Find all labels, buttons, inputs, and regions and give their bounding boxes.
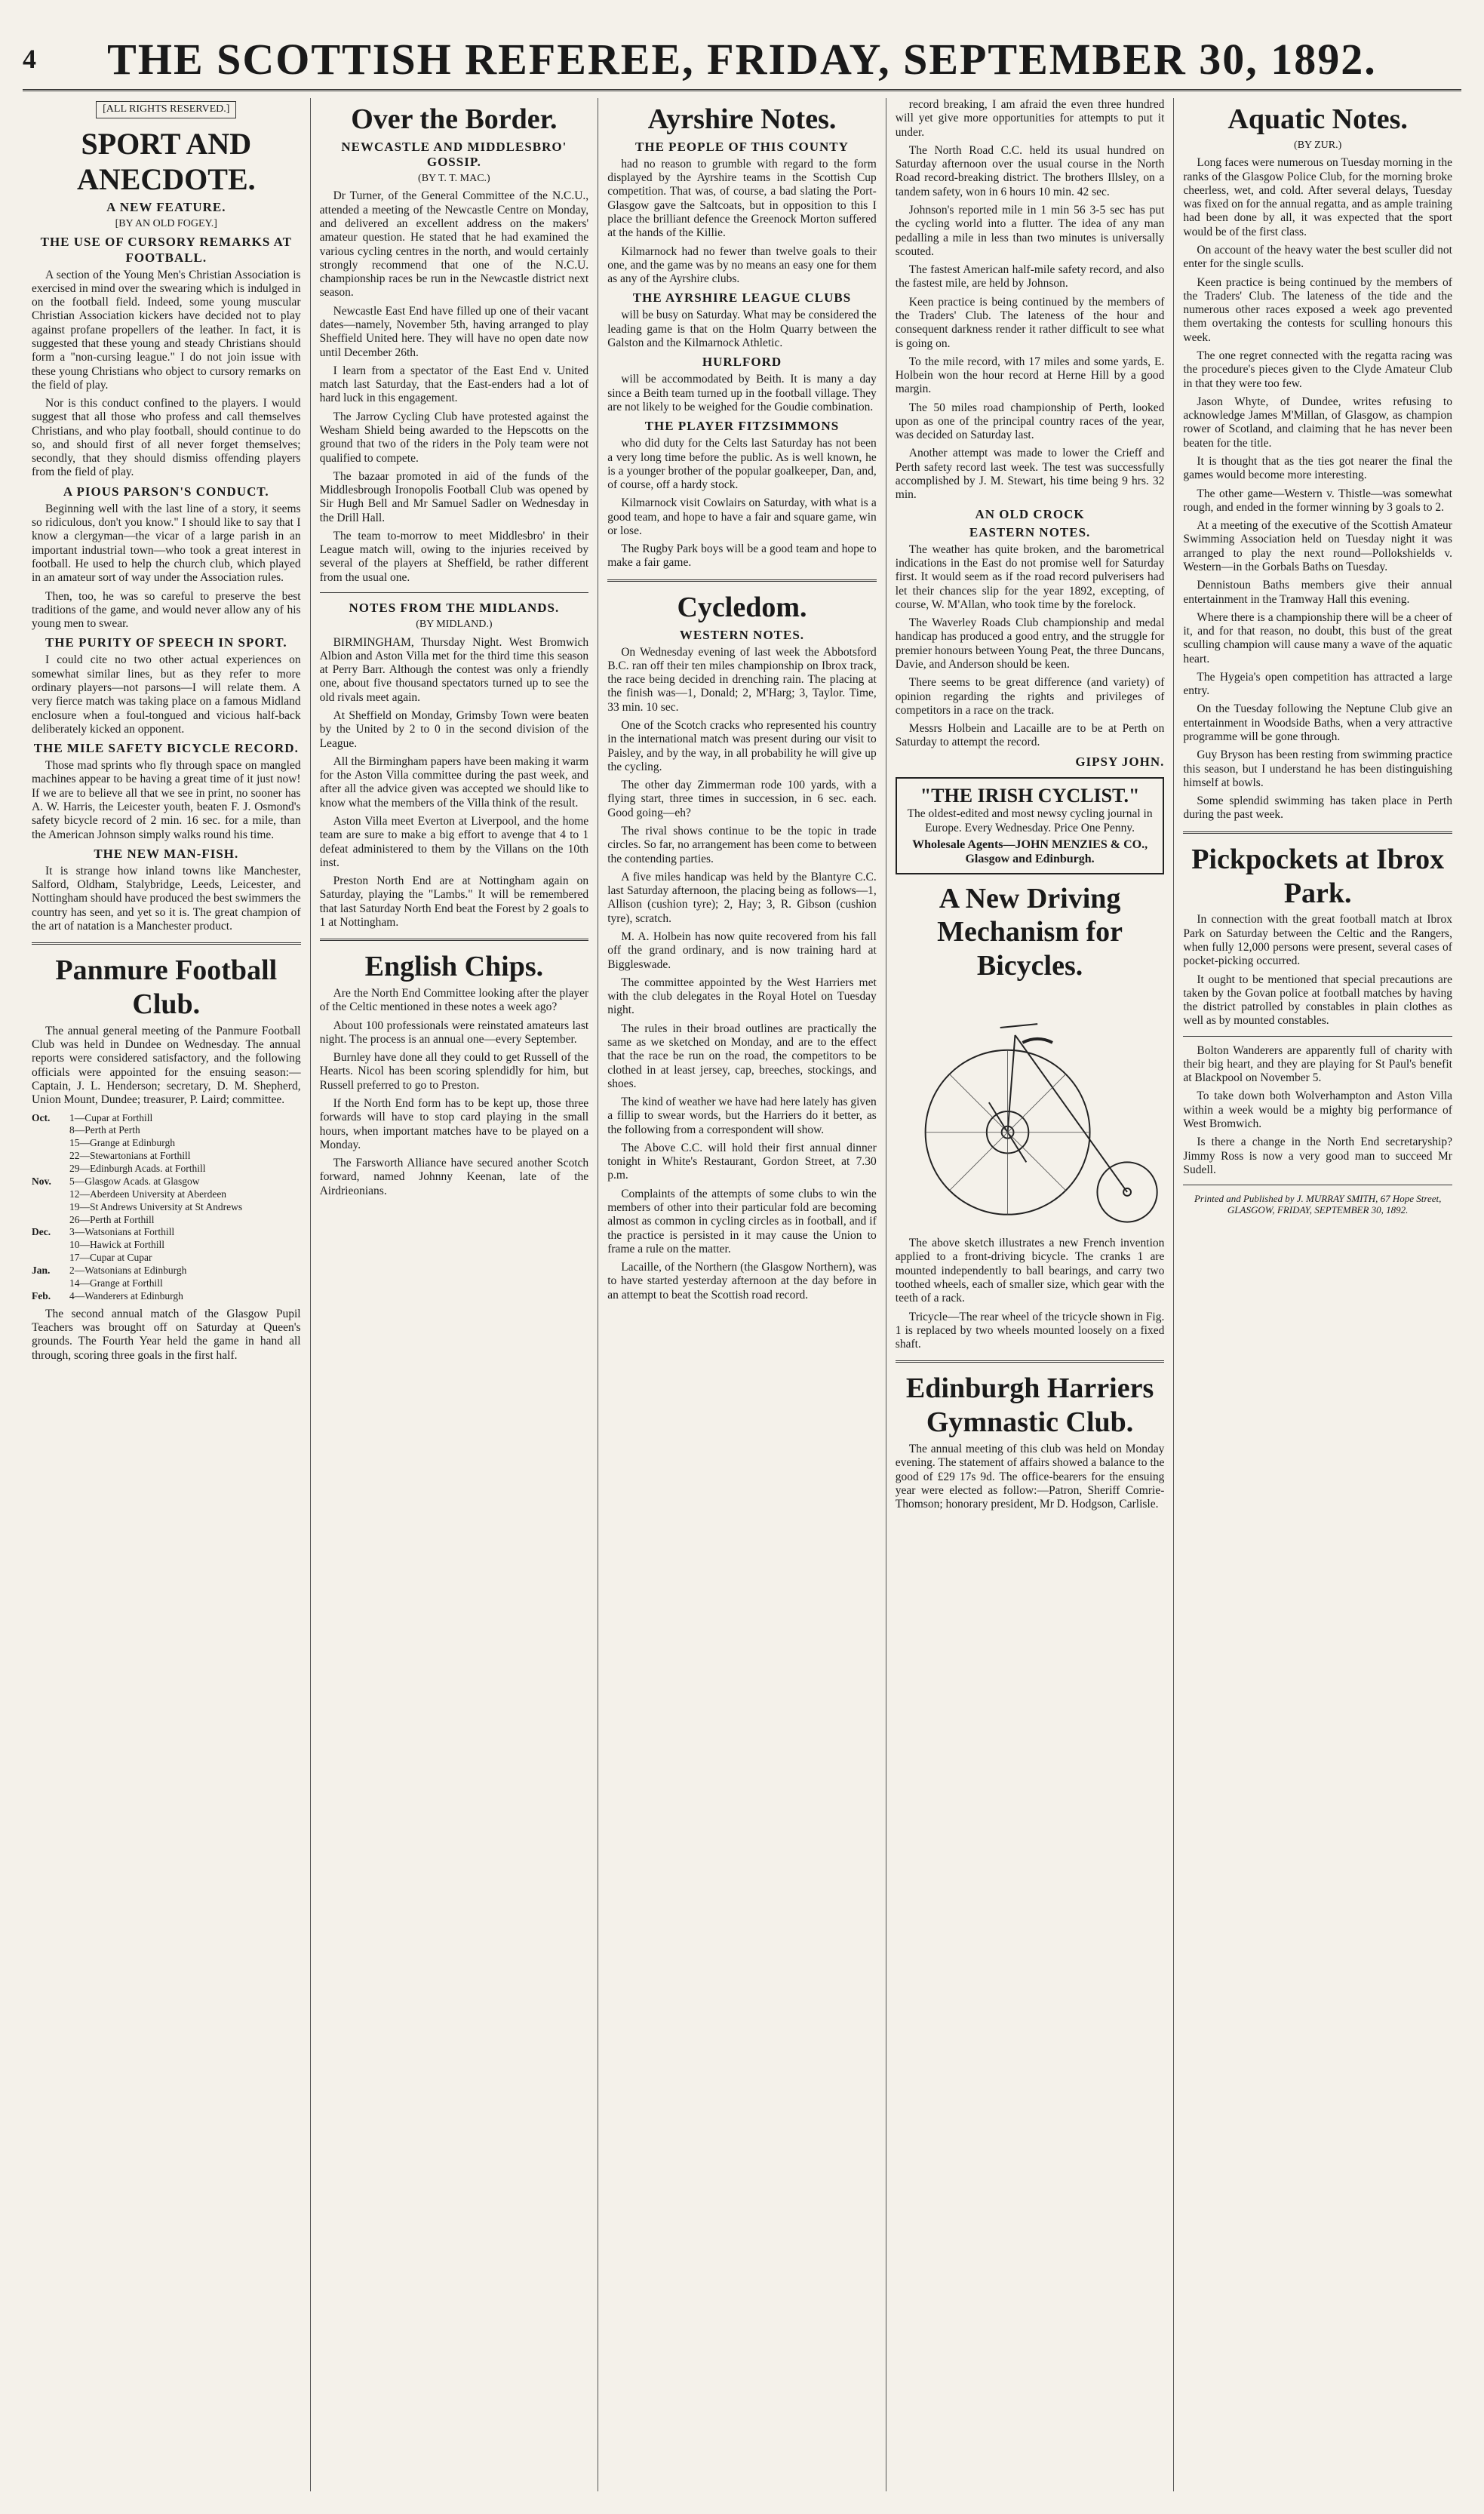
section-heading: THE PEOPLE OF THIS COUNTY [635, 139, 849, 154]
fixture-text: 5—Glasgow Acads. at Glasgow [69, 1175, 200, 1187]
fixture-text: 29—Edinburgh Acads. at Forthill [69, 1163, 206, 1175]
paragraph: To take down both Wolverhampton and Aston Villa within a week would be a mighty big performance of West Bromwich. [1183, 1090, 1452, 1131]
paragraph: Tricycle—The rear wheel of the tricycle shown in Fig. 1 is replaced by two wheels mounted loosely on a fixed shaft. [895, 1310, 1165, 1351]
paragraph: The North Road C.C. held its usual hundred on Saturday afternoon over the usual course in the North Road record-breaking district. The brothers Illsley, on a tandem safety, won in 6 hours 10 min. 42 sec. [895, 143, 1165, 198]
fixture-row [32, 1265, 301, 1277]
paragraph: The rival shows continue to be the topic in trade circles. So far, no arrangement has been come to between the contending parties. [607, 825, 877, 865]
section-heading: THE MILE SAFETY BICYCLE RECORD. [33, 741, 299, 756]
fixture-month: Oct. [32, 1111, 51, 1123]
paragraph: In connection with the great football match at Ibrox Park on Saturday between the Celtic and the Rangers, when fully 12,000 persons were present, several cases of pocket-picking occurred. [1183, 913, 1452, 968]
fixture-month [32, 1163, 69, 1176]
paragraph: Long faces were numerous on Tuesday morning in the ranks of the Glasgow Police Club, for the morning broke cheerless, wet, and cold. After several delays, Tuesday was fixed on for the annual regatta, and as ample training had been done by all, it was expected that the sport would be of the first class. [1183, 156, 1452, 238]
article-title-sport-anecdote: SPORT AND ANECDOTE. [76, 126, 256, 196]
rear-wheel [1097, 1162, 1157, 1222]
paragraph: On account of the heavy water the best sculler did not enter for the single sculls. [1183, 244, 1452, 271]
paragraph: Some splendid swimming has taken place in Perth during the past week. [1183, 794, 1452, 822]
article-title-pickpockets: Pickpockets at Ibrox Park. [1191, 843, 1445, 909]
advertisement-irish-cyclist [896, 777, 1165, 874]
section-heading: THE USE OF CURSORY REMARKS AT FOOTBALL. [40, 235, 292, 265]
fixture-row [32, 1137, 301, 1150]
paragraph: Messrs Holbein and Lacaille are to be at Perth on Saturday to attempt the record. [895, 722, 1165, 749]
paragraph: Is there a change in the North End secretaryship? Jimmy Ross is now a very good man to succeed Mr Sudell. [1183, 1136, 1452, 1176]
fixture-row [32, 1112, 301, 1125]
column-4 [886, 98, 1175, 2491]
section-heading: A PIOUS PARSON'S CONDUCT. [63, 484, 269, 499]
fixture-text: 15—Grange at Edinburgh [69, 1137, 175, 1149]
section-heading: THE NEW MAN-FISH. [94, 846, 239, 861]
fixture-text: 3—Watsonians at Forthill [69, 1226, 175, 1238]
paragraph: At Sheffield on Monday, Grimsby Town were beaten by the United by 2 to 0 in the second division of the League. [319, 709, 589, 750]
divider [607, 579, 877, 582]
section-heading: HURLFORD [702, 355, 782, 370]
section-heading: WESTERN NOTES. [679, 627, 805, 642]
fixture-month: Dec. [32, 1226, 51, 1238]
paragraph: Beginning well with the last line of a story, it seems so ridiculous, don't you know." I should like to say that I know a clergyman—the vicar of a large parish in an important industrial town—who took a great interest in football. He used to help the church club, which played in an amateur sort of way under the Association rules. [32, 502, 301, 585]
paragraph: To the mile record, with 17 miles and some yards, E. Holbein won the hour record at Herne Hill by a good margin. [895, 355, 1165, 396]
rights-notice: [ALL RIGHTS RESERVED.] [96, 101, 236, 118]
paragraph: record breaking, I am afraid the even three hundred will yet give more opportunities for attempts to put it under. [895, 98, 1165, 139]
byline: (BY ZUR.) [1294, 139, 1342, 151]
paragraph: had no reason to grumble with regard to the form displayed by the Ayrshire teams in the Scottish Cup competition. That was, of course, a bad slating the Port-Glasgow gave the Saltcoats, but in opposition to this I place the brilliant defence the Greenock Morton suffered at the hands of the Killie. [607, 157, 877, 240]
paragraph: Kilmarnock had no fewer than twelve goals to their one, and the game was by no means an easy one for them as any of the Ayrshire clubs. [607, 244, 877, 286]
masthead [23, 29, 1461, 91]
fixture-text: 12—Aberdeen University at Aberdeen [69, 1188, 227, 1200]
fixture-month: Jan. [32, 1265, 51, 1277]
fixture-row [32, 1252, 301, 1265]
fixture-text: 26—Perth at Forthill [69, 1213, 155, 1225]
paragraph: Where there is a championship there will be a cheer of it, and for that reason, no doubt, this bust of the great sculling champion will cause many a wave of the aquatic heart. [1183, 610, 1452, 665]
paragraph: The bazaar promoted in aid of the funds of the Middlesbrough Ironopolis Football Club was opened by Sir Hugh Bell and Mr Samuel Sadler on Wednesday in the Drill Hall. [319, 469, 589, 524]
section-heading: EASTERN NOTES. [969, 524, 1091, 539]
section-heading: THE AYRSHIRE LEAGUE CLUBS [632, 290, 852, 306]
paragraph: Dr Turner, of the General Committee of the N.C.U., attended a meeting of the Newcastle Centre on Monday, and delivered an excellent address on the makers' amateur question. He stated that he had examined the various cycling centres in the north, and would certainly strongly recommend that one of the N.C.U. championship races be run in the Newcastle district next season. [319, 189, 589, 300]
article-title-panmure: Panmure Football Club. [55, 954, 278, 1021]
paragraph: One of the Scotch cracks who represented his country in the international match was present during our visit to Paisley, and by the way, in all probability he will give up the cycling. [607, 719, 877, 773]
paragraph: M. A. Holbein has now quite recovered from his fall off the grand ordinary, and is now training hard at Biggleswade. [607, 930, 877, 971]
fixture-row [32, 1163, 301, 1176]
fixture-text: 17—Cupar at Cupar [69, 1252, 152, 1264]
ad-agent: Wholesale Agents—JOHN MENZIES & CO., Glasgow and Edinburgh. [912, 837, 1148, 865]
byline: (BY MIDLAND.) [416, 619, 493, 631]
divider [896, 1360, 1165, 1363]
fixture-text: 2—Watsonians at Edinburgh [69, 1265, 187, 1277]
paragraph: Are the North End Committee looking after the player of the Celtic mentioned in these notes a week ago? [319, 987, 589, 1014]
article-title-aquatic: Aquatic Notes. [1227, 103, 1408, 135]
paragraph: The Rugby Park boys will be a good team and hope to make a fair game. [607, 542, 877, 570]
column-5 [1174, 98, 1461, 2491]
fixture-row [32, 1176, 301, 1188]
paragraph: Johnson's reported mile in 1 min 56 3-5 sec has put the cycling world into a flutter. The idea of any man pedalling a mile in less than two minutes is universally scouted. [895, 203, 1165, 258]
fixture-text: 8—Perth at Perth [69, 1124, 140, 1136]
paragraph: will be accommodated by Beith. It is many a day since a Beith team turned up in the football village. They are not likely to be weighed for the Goudie combination. [607, 373, 877, 413]
article-title-over-border: Over the Border. [351, 103, 558, 135]
paragraph: Those mad sprints who fly through space on mangled machines appear to be having a great time of it just now! If we are to believe all that we see in print, no sooner has A. W. Harris, the Leicester youth, beaten F. J. Osmond's safety bicycle record of 2 min. 16 sec. for a mile, than the American Johnson simply walks round his time. [32, 759, 301, 841]
paragraph: A five miles handicap was held by the Blantyre C.C. last Saturday afternoon, the placing being as follows—1, Allison (cushion tyre); 2, Hay; 3, R. Gibson (cushion tyre), scratch. [607, 870, 877, 925]
byline: (BY T. T. MAC.) [418, 172, 490, 184]
paragraph: On Wednesday evening of last week the Abbotsford B.C. ran off their ten miles championship on Ibrox track, the race being decided in drenching rain. The placing at the finish was—1, Donald; 2, M'Harg; 3, Taylor. Time, 33 min. 10 sec. [607, 645, 877, 714]
paragraph: The second annual match of the Glasgow Pupil Teachers was brought off on Saturday at Queen's grounds. The Fourth Year held the game in hand all through, scoring three goals in the first half. [32, 1307, 301, 1362]
fixture-text: 19—St Andrews University at St Andrews [69, 1200, 243, 1212]
columns [23, 98, 1461, 2491]
paragraph: The rules in their broad outlines are practically the same as we sketched on Monday, and are to the effect that the race be run on the road, the competitors to be clothed in at least jersey, cap, breeches, stockings, and shoes. [607, 1022, 877, 1090]
newspaper-title: THE SCOTTISH REFEREE, FRIDAY, SEPTEMBER 30, 1892. [107, 34, 1377, 84]
fixture-month [32, 1252, 69, 1265]
divider [1183, 1036, 1452, 1037]
divider [32, 942, 301, 945]
paragraph: The annual general meeting of the Panmure Football Club was held in Dundee on Wednesday. The annual reports were considered satisfactory, and the following officials were appointed for the ensuing season:—Captain, J. L. Henderson; secretary, D. M. Shepherd, Union Mount, Dundee; treasurer, P. Laird; committee. [32, 1024, 301, 1107]
fixture-row [32, 1277, 301, 1290]
fixture-month [32, 1188, 69, 1201]
paragraph: The kind of weather we have had here lately has given a fillip to swear words, but the Harriers do it better, as the following from a correspondent will show. [607, 1096, 877, 1136]
paragraph: The Waverley Roads Club championship and medal handicap has produced a good entry, and the struggle for premier honours between Young Peat, the three Duncans, Davie, and Anderson should be keen. [895, 616, 1165, 671]
paragraph: Aston Villa meet Everton at Liverpool, and the home team are sure to make a big effort to avenge that 4 to 1 defeat administered to them by the Villans on the 10th inst. [319, 814, 589, 869]
divider [320, 592, 589, 593]
paragraph: The annual meeting of this club was held on Monday evening. The statement of affairs showed a balance to the good of £29 17s 9d. The office-bearers for the ensuing year were elected as follow:—Patron, Sheriff Comrie-Thomson; honorary president, Mr D. Hodgson, Carlisle. [895, 1443, 1165, 1511]
fixture-text: 4—Wanderers at Edinburgh [69, 1289, 183, 1302]
paragraph: Lacaille, of the Northern (the Glasgow Northern), was to have started yesterday afternoon at the day before in an attempt to beat the Scottish road record. [607, 1261, 877, 1302]
paragraph: Keen practice is being continued by the members of the Traders' Club. The lateness of the hour and consequent darkness render it rather difficult to see what is going on. [895, 295, 1165, 350]
fixture-row [32, 1124, 301, 1137]
ad-text: The oldest-edited and most newsy cycling journal in Europe. Every Wednesday. Price One Penny. [907, 807, 1153, 834]
paragraph: About 100 professionals were reinstated amateurs last night. The process is an annual one—every September. [319, 1019, 589, 1046]
paragraph: All the Birmingham papers have been making it warm for the Aston Villa committee during the past week, and after all the advice given was accepted we should like to know what the members of the Villa think of the result. [319, 755, 589, 810]
paragraph: The above sketch illustrates a new French invention applied to a front-driving bicycle. The cranks 1 are mounted independently to ball bearings, and carry two toothed wheels, each of smaller size, which gear with the teeth of a rack. [895, 1237, 1165, 1305]
printer-imprint: Printed and Published by J. MURRAY SMITH, 67 Hope Street, GLASGOW, FRIDAY, SEPTEMBER 30, 1892. [1194, 1193, 1442, 1216]
article-title-english-chips: English Chips. [364, 951, 544, 983]
paragraph: The Above C.C. will hold their first annual dinner tonight in White's Restaurant, Gordon Street, at 7.30 p.m. [607, 1141, 877, 1182]
paragraph: The team to-morrow to meet Middlesbro' in their League match will, owing to the injuries received by several of the players at Sheffield, be rather different from the usual one. [319, 529, 589, 584]
paragraph: I could cite no two other actual experiences on somewhat similar lines, but as they refer to more ordinary players—not parsons—I will relate them. A very fierce match was taking place on a famous Midland enclosure when a foul-tongued and vicious half-back deliberately kicked an opponent. [32, 653, 301, 736]
fixture-month [32, 1124, 69, 1137]
paragraph: I learn from a spectator of the East End v. United match last Saturday, that the East-enders had a lot of hard luck in this engagement. [319, 364, 589, 405]
fixture-month [32, 1137, 69, 1150]
fixture-row [32, 1150, 301, 1163]
paragraph: The weather has quite broken, and the barometrical indications in the East do not promise well for Saturday first. It would seem as if the road record pulverisers had let their chances slip for the year 1892, excepting, of course, W. M'Allan, who took time by the forelock. [895, 542, 1165, 611]
paragraph: The fastest American half-mile safety record, and also the fastest mile, are held by Johnson. [895, 263, 1165, 290]
fixture-row [32, 1239, 301, 1252]
column-3 [598, 98, 886, 2491]
paragraph: Burnley have done all they could to get Russell of the Hearts. Nicol has been scoring splendidly for him, but Russell preferred to go to Preston. [319, 1051, 589, 1092]
paragraph: will be busy on Saturday. What may be considered the leading game is that on the Holm Quarry between the Galston and the Kilmarnock Athletic. [607, 309, 877, 350]
paragraph: BIRMINGHAM, Thursday Night. West Bromwich Albion and Aston Villa met for the third time this season at Perry Barr. Although the contest was only a friendly one, about five thousand spectators turned up to see the old rivals meet again. [319, 635, 589, 704]
ad-title: "THE IRISH CYCLIST." [920, 784, 1140, 807]
fixture-text: 22—Stewartonians at Forthill [69, 1150, 191, 1162]
paragraph: It is thought that as the ties got nearer the final the games would become more interesting. [1183, 454, 1452, 482]
fixture-month: Feb. [32, 1289, 51, 1302]
paragraph: The Farsworth Alliance have secured another Scotch forward, named Johnny Keenan, late of the Airdrieonians. [319, 1157, 589, 1197]
paragraph: The committee appointed by the West Harriers met with the club delegates in the Royal Hotel on Tuesday night. [607, 976, 877, 1017]
paragraph: who did duty for the Celts last Saturday has not been a very long time before the public. As is well known, he is a younger brother of the popular goalkeeper, Dan, and, of course, off a hardy stock. [607, 437, 877, 492]
paragraph: Guy Bryson has been resting from swimming practice this season, but I understand he has been distinguishing himself at bowls. [1183, 748, 1452, 789]
paragraph: Newcastle East End have filled up one of their vacant dates—namely, November 5th, having arranged to play Sheffield United here. They will have no open date now until December 26th. [319, 304, 589, 359]
section-heading: THE PLAYER FITZSIMMONS [644, 419, 840, 434]
paragraph: It is strange how inland towns like Manchester, Salford, Oldham, Stalybridge, Leeds, Leicester, and Nottingham should have produced the best swimmers the country has seen, and yet so it is. The great champion of the art of natation is a Manchester product. [32, 864, 301, 933]
column-1 [23, 98, 311, 2491]
fixture-text: 1—Cupar at Forthill [69, 1111, 153, 1123]
column-2 [311, 98, 599, 2491]
paragraph: Preston North End are at Nottingham again on Saturday, playing the "Lambs." It will be remembered that last Saturday North End beat the Forest by 2 goals to 1 at Nottingham. [319, 874, 589, 929]
fixture-row [32, 1226, 301, 1239]
fixture-list [32, 1112, 301, 1303]
paragraph: There seems to be great difference (and variety) of opinion regarding the rights and privileges of competitors in a race on the track. [895, 676, 1165, 717]
article-title-cycledom: Cycledom. [677, 591, 807, 623]
paragraph: The 50 miles road championship of Perth, looked upon as one of the principal country races of the year, was decided on Saturday last. [895, 401, 1165, 442]
bicycle-illustration [896, 989, 1165, 1231]
paragraph: Dennistoun Baths members give their annual entertainment in the Tramway Hall this evening. [1183, 579, 1452, 606]
fixture-row [32, 1188, 301, 1201]
divider [320, 939, 589, 941]
paragraph: On the Tuesday following the Neptune Club give an entertainment in Woodside Baths, when a very attractive programme will be gone through. [1183, 702, 1452, 744]
paragraph: Keen practice is being continued by the members of the Traders' Club. The lateness of the tide and the numerous other races exposed a week ago prevented them overtaking the contests for sculling honours this week. [1183, 275, 1452, 344]
paragraph: Kilmarnock visit Cowlairs on Saturday, with what is a good team, and hope to have a fair and square game, win or lose. [607, 496, 877, 537]
section-heading: NEWCASTLE AND MIDDLESBRO' GOSSIP. [341, 139, 567, 169]
paragraph: The other game—Western v. Thistle—was somewhat rough, and ended in the former winning by 3 goals to 2. [1183, 487, 1452, 514]
fixture-row [32, 1214, 301, 1227]
article-subtitle: A NEW FEATURE. [106, 199, 226, 214]
paragraph: A section of the Young Men's Christian Association is exercised in mind over the swearing which is indulged in on the football field. Indeed, some young muscular Christian Association kickers have decided not to play against profane propellers of the leather. In fact, it is suggested that these young and steady Christians should form a "non-cursing league." I do not join issue with these young Christians who object to cursory remarks on the field of play. [32, 268, 301, 392]
paragraph: The Jarrow Cycling Club have protested against the Wesham Shield being awarded to the Hepscotts on the ground that two of the riders in the Poly team were not qualified to compete. [319, 410, 589, 465]
fixture-text: 10—Hawick at Forthill [69, 1239, 164, 1251]
page-number: 4 [23, 44, 36, 74]
fixture-row [32, 1201, 301, 1214]
section-heading: THE PURITY OF SPEECH IN SPORT. [45, 635, 287, 650]
paragraph: At a meeting of the executive of the Scottish Amateur Swimming Association held on Tuesday night it was arranged to play the next round—Pollokshields v. Western—in the Gorbals Baths on Tuesday. [1183, 519, 1452, 573]
paragraph: If the North End form has to be kept up, those three forwards will have to stop card playing in the small hours, when important matches have to be played on a Monday. [319, 1097, 589, 1151]
byline: [BY AN OLD FOGEY.] [115, 217, 217, 229]
fixture-month [32, 1277, 69, 1290]
article-title-harriers: Edinburgh Harriers Gymnastic Club. [905, 1372, 1154, 1439]
fixture-month [32, 1214, 69, 1227]
paragraph: Bolton Wanderers are apparently full of charity with their big heart, and they are playing for St Paul's benefit at Blackpool on November 5. [1183, 1043, 1452, 1085]
paragraph: The one regret connected with the regatta racing was the procedure's pieces given to the Clyde Amateur Club in that they were too few. [1183, 349, 1452, 390]
fixture-row [32, 1290, 301, 1303]
fixture-month: Nov. [32, 1175, 51, 1187]
fixture-month [32, 1150, 69, 1163]
fixture-text: 14—Grange at Forthill [69, 1277, 163, 1289]
article-title-ayrshire: Ayrshire Notes. [647, 103, 837, 135]
paragraph: It ought to be mentioned that special precautions are taken by the Govan police at football matches by having the district patrolled by constables in plain clothes as well as by mounted constables. [1183, 973, 1452, 1028]
paragraph: Complaints of the attempts of some clubs to win the members of other into their particular fold are becoming almost as common in cycling circles as in football, and if the practice is persisted in it may cause the Union to frame a rule on the matter. [607, 1187, 877, 1255]
paragraph: Then, too, he was so careful to preserve the best traditions of the game, and would never allow any of his young men to swear. [32, 589, 301, 631]
paragraph: The Hygeia's open competition has attracted a large entry. [1183, 670, 1452, 698]
fixture-month [32, 1239, 69, 1252]
divider [1183, 831, 1452, 834]
article-title-driving-mechanism: A New Driving Mechanism for Bicycles. [937, 882, 1123, 982]
section-heading: NOTES FROM THE MIDLANDS. [349, 601, 560, 616]
paragraph: The other day Zimmerman rode 100 yards, with a flying start, three times in succession, in 6 sec. each. Good going—eh? [607, 779, 877, 819]
paragraph: Another attempt was made to lower the Crieff and Perth safety record last week. The test was successfully accomplished by J. M. Stewart, his time being 9 hrs. 32 min. [895, 447, 1165, 502]
paragraph: Jason Whyte, of Dundee, writes refusing to acknowledge James M'Millan, of Glasgow, as champion rower of Scotland, and claiming that he has never been beaten for the title. [1183, 395, 1452, 450]
paragraph: Nor is this conduct confined to the players. I would suggest that all those who profess and call themselves Christians, and who play football, should continue to do so, and should first of all never forget themselves; secondly, that they should dismiss offending players from the field of play. [32, 397, 301, 479]
fixture-month [32, 1201, 69, 1214]
author-credit: AN OLD CROCK [975, 506, 1085, 521]
author-credit: GIPSY JOHN. [1075, 754, 1165, 769]
